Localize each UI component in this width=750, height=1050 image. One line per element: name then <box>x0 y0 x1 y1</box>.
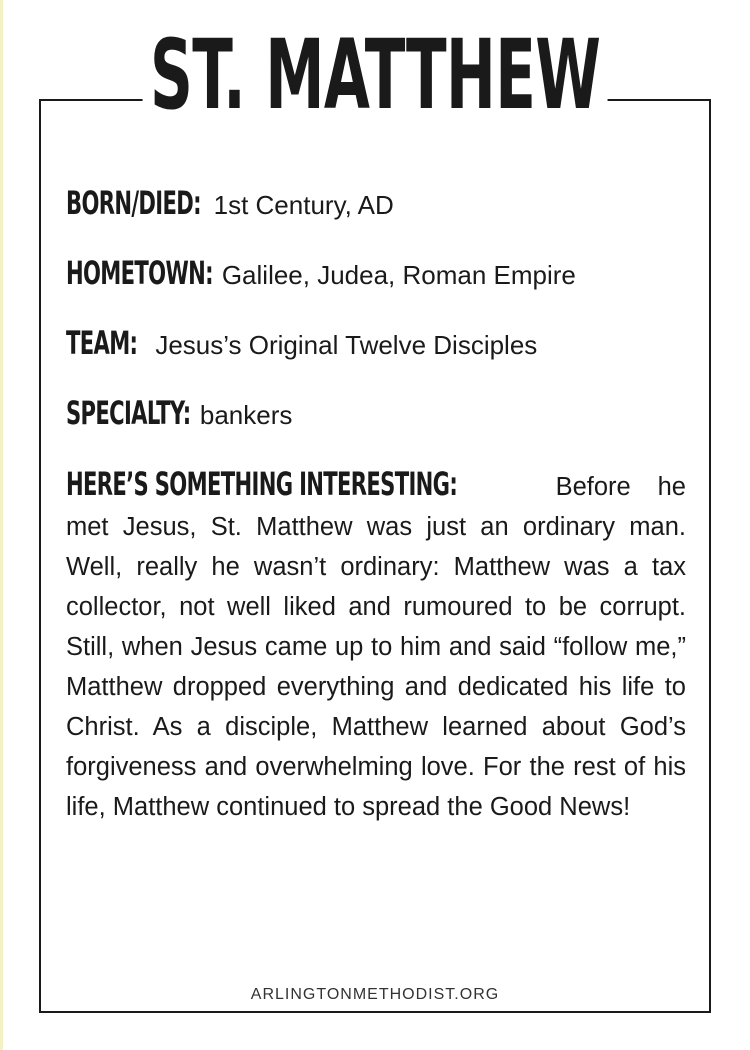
title-area <box>0 20 750 150</box>
page-edge <box>0 0 3 1050</box>
specialty-label: SPECIALTY: <box>66 394 191 432</box>
specialty-field <box>66 393 686 435</box>
hometown-label: HOMETOWN: <box>66 254 213 292</box>
interesting-label: HERE’S SOMETHING INTERESTING: <box>66 465 458 503</box>
interesting-paragraph <box>66 464 686 827</box>
interesting-text: Before he met Jesus, St. Matthew was just an ordinary man. Well, really he wasn’t ordinary: Matthew was a tax collector, not well liked and rumoured to be corrupt. Still, when Jesus came up to him and said “follow me,” Matthew dropped everything and dedicated his life to Christ. As a disciple, Matthew learned about God’s forgiveness and overwhelming love. For the rest of his life, Matthew continued to spread the Good News! <box>66 473 686 821</box>
specialty-value: bankers <box>199 400 293 430</box>
card-title: ST. MATTHEW <box>142 20 607 130</box>
team-field <box>66 323 686 365</box>
team-label: TEAM: <box>66 324 138 362</box>
team-value: Jesus’s Original Twelve Disciples <box>155 330 538 360</box>
born-died-label: BORN/DIED: <box>66 184 201 222</box>
hometown-field <box>66 253 686 295</box>
born-died-value: 1st Century, AD <box>213 190 394 220</box>
born-died-field <box>66 183 686 225</box>
hometown-value: Galilee, Judea, Roman Empire <box>221 260 576 290</box>
website-footer: ARLINGTONMETHODIST.ORG <box>250 986 500 1003</box>
